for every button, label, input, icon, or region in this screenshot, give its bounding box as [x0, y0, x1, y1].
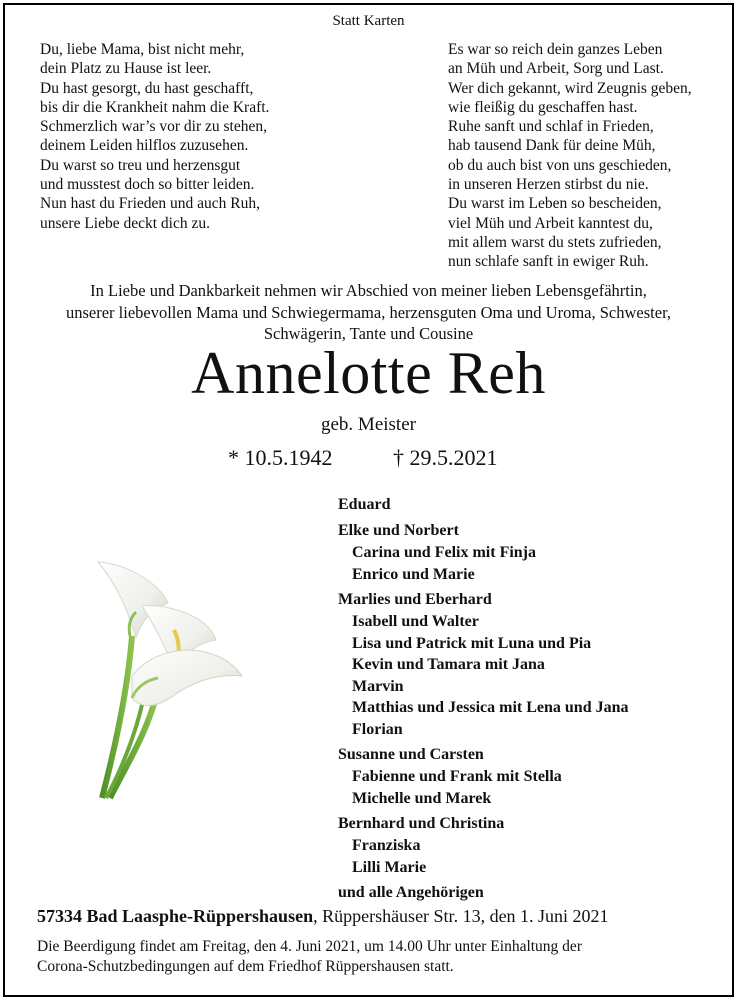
- poem-line: nun schlafe sanft in ewiger Ruh.: [448, 253, 649, 271]
- poem-line: deinem Leiden hilflos zuzusehen.: [40, 137, 249, 155]
- family-member-sub: Kevin und Tamara mit Jana: [352, 656, 545, 673]
- address-line: [37, 906, 609, 927]
- poem-line: wie fleißig du geschaffen hast.: [448, 98, 638, 116]
- family-member-sub: Marvin: [352, 677, 404, 695]
- family-member-sub: Isabell und Walter: [352, 613, 479, 630]
- funeral-notice: [37, 937, 582, 976]
- family-member-sub: Carina und Felix mit Finja: [352, 544, 537, 561]
- poem-line: Es war so reich dein ganzes Leben: [448, 41, 663, 58]
- poem-line: Schmerzlich war’s vor dir zu stehen,: [40, 118, 267, 136]
- maiden-name: geb. Meister: [321, 414, 416, 435]
- family-member-sub: Lisa und Patrick mit Luna und Pia: [352, 634, 592, 652]
- poem-line: an Müh und Arbeit, Sorg und Last.: [448, 60, 664, 78]
- family-member-sub: Fabienne und Frank mit Stella: [352, 768, 562, 785]
- family-member: Elke und Norbert: [338, 522, 459, 539]
- poem-line: dein Platz zu Hause ist leer.: [40, 60, 212, 78]
- family-member: Bernhard und Christina: [338, 815, 505, 832]
- birth-date: * 10.5.1942: [228, 445, 333, 470]
- poem-line: unsere Liebe deckt dich zu.: [40, 214, 210, 232]
- family-member-sub: Florian: [352, 720, 403, 738]
- poem-line: ob du auch bist von uns geschieden,: [448, 156, 672, 174]
- family-member: Eduard: [338, 496, 391, 513]
- poem-line: Du warst so treu und herzensgut: [40, 156, 241, 174]
- intro-line: unserer liebevollen Mama und Schwiegermama, herzensguten Oma und Uroma, Schwester,: [65, 302, 672, 322]
- family-member: Marlies und Eberhard: [338, 591, 492, 608]
- poem-line: mit allem warst du stets zufrieden,: [448, 233, 662, 251]
- poem-line: Wer dich gekannt, wird Zeugnis geben,: [448, 79, 692, 97]
- poem-line: Du, liebe Mama, bist nicht mehr,: [40, 41, 245, 58]
- poem-line: und musstest doch so bitter leiden.: [40, 176, 255, 194]
- address-place: 57334 Bad Laasphe-Rüppershausen: [37, 906, 314, 926]
- poem-line: Du hast gesorgt, du hast geschafft,: [40, 79, 254, 97]
- death-date: † 29.5.2021: [393, 445, 498, 470]
- intro-line: Schwägerin, Tante und Cousine: [263, 324, 474, 343]
- family-member-sub: Lilli Marie: [352, 858, 427, 876]
- family-member-sub: Matthias und Jessica mit Lena und Jana: [352, 699, 629, 716]
- deceased-name: Annelotte Reh: [191, 340, 546, 406]
- poem-line: Du warst im Leben so bescheiden,: [448, 195, 662, 213]
- intro-text: [0, 280, 737, 345]
- poem-left: [40, 40, 269, 233]
- family-member: Susanne und Carsten: [338, 746, 484, 763]
- header-statt-karten: Statt Karten: [332, 13, 405, 29]
- poem-line: viel Müh und Arbeit kanntest du,: [448, 214, 653, 232]
- funeral-line: Corona-Schutzbedingungen auf dem Friedhof Rüppershausen statt.: [37, 957, 454, 975]
- poem-line: bis dir die Krankheit nahm die Kraft.: [40, 98, 270, 116]
- family-member-sub: Enrico und Marie: [352, 565, 475, 583]
- calla-lily-image: [70, 548, 250, 808]
- poem-line: in unseren Herzen stirbst du nie.: [448, 176, 649, 194]
- funeral-line: Die Beerdigung findet am Freitag, den 4. Juni 2021, um 14.00 Uhr unter Einhaltung der: [37, 938, 582, 955]
- poem-line: hab tausend Dank für deine Müh,: [448, 137, 656, 155]
- family-list: [338, 493, 629, 904]
- poem-line: Nun hast du Frieden und auch Ruh,: [40, 195, 260, 213]
- address-rest: , Rüppershäuser Str. 13, den 1. Juni 2021: [313, 906, 609, 926]
- intro-line: In Liebe und Dankbarkeit nehmen wir Abschied von meiner lieben Lebensgefährtin,: [90, 281, 647, 300]
- poem-right: [448, 40, 692, 272]
- family-member-sub: Michelle und Marek: [352, 789, 492, 807]
- poem-line: Ruhe sanft und schlaf in Frieden,: [448, 118, 654, 136]
- family-member-sub: Franziska: [352, 837, 421, 854]
- family-member: und alle Angehörigen: [338, 884, 484, 901]
